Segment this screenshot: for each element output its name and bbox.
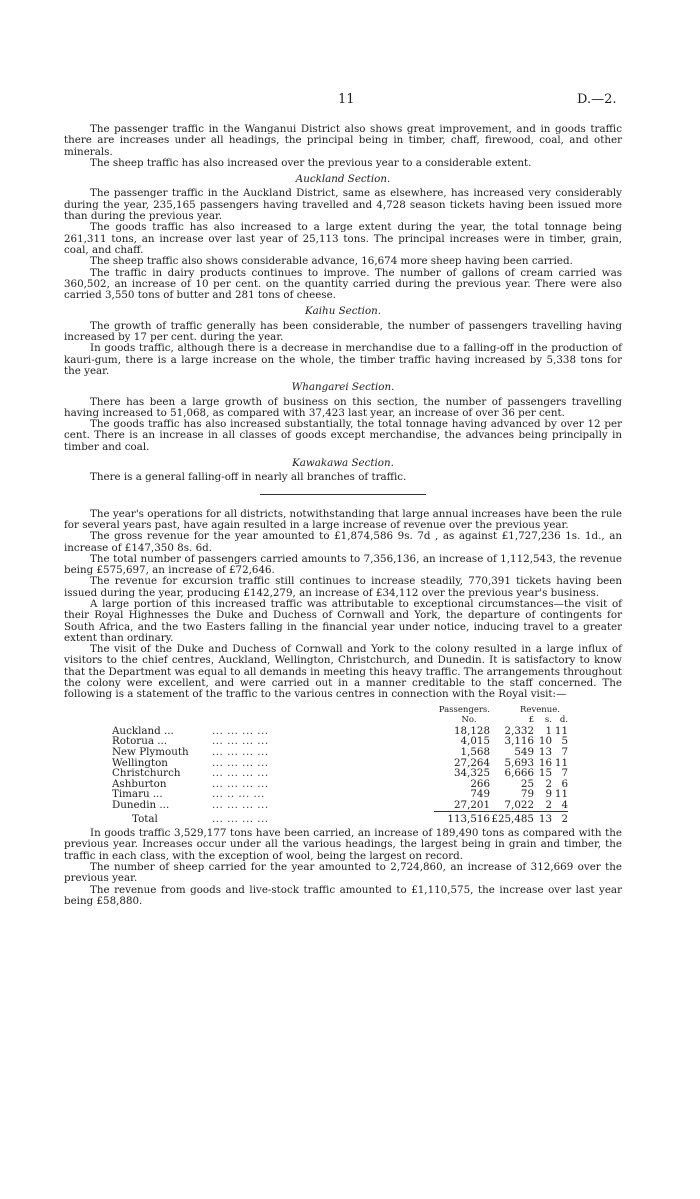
- table-row: [112, 726, 568, 737]
- leader-dots: ... ... ... ...: [212, 735, 269, 748]
- page-header: [0, 92, 700, 108]
- table-body: [112, 726, 568, 811]
- total-passengers: 113,516: [447, 812, 490, 825]
- column-unit-pence: d.: [559, 715, 568, 726]
- place-name: New Plymouth: [112, 746, 189, 759]
- revenue-pence: 6: [561, 777, 568, 790]
- passengers-count: 27,264: [453, 756, 490, 769]
- place-name: Wellington: [112, 756, 168, 769]
- leader-dots: ... ... ... ...: [212, 746, 269, 759]
- revenue-pence: 11: [554, 788, 568, 801]
- paragraph: The goods traffic has also increased substantially, the total tonnage having advanced by over 12 per cent. There is an increase in all classes of goods except merchandise, the advances being principally in timber and coal.: [64, 418, 622, 453]
- revenue-pence: 11: [554, 724, 568, 737]
- revenue-pounds: 3,116: [504, 735, 534, 748]
- leader-dots: ... ... ... ...: [212, 767, 269, 780]
- revenue-pence: 4: [561, 799, 568, 811]
- section-divider: [260, 494, 426, 495]
- revenue-shillings: 1: [545, 724, 552, 737]
- revenue-pounds: 5,693: [504, 756, 534, 769]
- paragraph: In goods traffic 3,529,177 tons have been carried, an increase of 189,490 tons as compared with the previous year. Increases occur under all the various headings, the largest being in grain and timber, the traffic in each class, with the exception of wool, being the largest on record.: [64, 827, 622, 862]
- column-header-revenue: Revenue.: [520, 704, 560, 715]
- paragraph: The traffic in dairy products continues to improve. The number of gallons of cream carried was 360,502, an increase of 10 per cent. on the quantity carried during the previous year. There were also carried 3,550 tons of butter and 281 tons of cheese.: [64, 266, 622, 302]
- column-unit-shillings: s.: [544, 715, 552, 726]
- revenue-pence: 11: [554, 756, 568, 769]
- leader-dots: ... ... ... ...: [212, 756, 269, 769]
- leader-dots: ... ... ... ...: [212, 812, 269, 825]
- total-pence: 2: [561, 812, 568, 825]
- table-row: [112, 789, 568, 800]
- passengers-count: 18,128: [453, 724, 490, 737]
- passengers-count: 27,201: [453, 799, 490, 811]
- revenue-pounds: 79: [520, 788, 534, 801]
- passengers-count: 34,325: [453, 767, 490, 780]
- section-heading-kaihu: Kaihu Section.: [304, 305, 382, 318]
- paragraph: In goods traffic, although there is a decrease in merchandise due to a falling-off in the production of kauri-gum, there is a large increase on the whole, the timber traffic having increased by 5,338 tons for the year.: [64, 342, 622, 377]
- page-body: [64, 124, 622, 907]
- revenue-pence: 5: [561, 735, 568, 748]
- total-shillings: 13: [538, 812, 552, 825]
- paragraph: The revenue from goods and live-stock traffic amounted to £1,110,575, the increase over last year being £58,880.: [64, 883, 622, 907]
- place-name: Rotorua ...: [112, 735, 168, 748]
- revenue-shillings: 15: [538, 767, 552, 780]
- revenue-pounds: 2,332: [504, 724, 534, 737]
- paragraph: The revenue for excursion traffic still continues to increase steadily, 770,391 tickets having been issued during the year, producing £142,279, an increase of £34,112 over the previous year's business.: [64, 575, 622, 599]
- leader-dots: ... ... ... ...: [212, 724, 269, 737]
- revenue-pounds: 7,022: [504, 799, 534, 811]
- revenue-shillings: 2: [545, 777, 552, 790]
- paragraph: The sheep traffic also shows considerable advance, 16,674 more sheep having been carried.: [90, 255, 573, 268]
- column-unit-passengers: No.: [461, 715, 477, 726]
- revenue-shillings: 2: [545, 799, 552, 811]
- column-header-passengers: Passengers.: [438, 704, 490, 715]
- paragraph: The growth of traffic generally has been considerable, the number of passengers travelling having increased by 17 per cent. during the year.: [64, 319, 622, 344]
- place-name: Ashburton: [112, 777, 167, 790]
- passengers-count: 266: [470, 777, 490, 790]
- page-number: 11: [338, 92, 355, 107]
- royal-visit-traffic-table: [112, 705, 568, 825]
- revenue-shillings: 13: [538, 746, 552, 759]
- paragraph: There is a general falling-off in nearly all branches of traffic.: [90, 471, 407, 484]
- paragraph: The goods traffic has also increased to a large extent during the year, the total tonnage being 261,311 tons, an increase over last year of 25,113 tons. The principal increases were in timber, grain, coal, and chaff.: [64, 221, 622, 256]
- section-heading-auckland: Auckland Section.: [295, 173, 391, 186]
- total-pounds: £25,485: [491, 812, 534, 825]
- revenue-pence: 7: [561, 767, 568, 780]
- leader-dots: ... ... ... ...: [212, 799, 269, 812]
- paragraph: The passenger traffic in the Wanganui District also shows great improvement, and in goods traffic there are increases under all headings, the principal being in timber, chaff, firewood, coal, and other minerals.: [64, 123, 622, 158]
- paragraph: A large portion of this increased traffic was attributable to exceptional circumstances—the visit of their Royal Highnesses the Duke and Duchess of Cornwall and York, the departure of contingents for South Africa, and the two Easters falling in the financial year under notice, inducing travel to a greater extent than ordinary.: [64, 597, 622, 644]
- revenue-pence: 7: [561, 746, 568, 759]
- passengers-count: 749: [470, 788, 490, 801]
- revenue-shillings: 16: [538, 756, 552, 769]
- table-units-row: [112, 715, 568, 726]
- paragraph: The sheep traffic has also increased over the previous year to a considerable extent.: [90, 156, 532, 169]
- table-row: [112, 747, 568, 758]
- paragraph: The gross revenue for the year amounted to £1,874,586 9s. 7d , as against £1,727,236 1s. 1d., an increase of £147,350 8s. 6d.: [64, 530, 622, 554]
- table-header-row: [112, 705, 568, 716]
- place-name: Christchurch: [112, 767, 181, 780]
- leader-dots: ... ... ... ...: [212, 777, 269, 790]
- table-row: [112, 768, 568, 779]
- revenue-shillings: 9: [545, 788, 552, 801]
- table-row: [112, 800, 568, 811]
- section-heading-whangarei: Whangarei Section.: [291, 381, 395, 394]
- column-unit-pounds: £: [528, 715, 534, 726]
- revenue-pounds: 25: [520, 777, 534, 790]
- revenue-pounds: 549: [514, 746, 534, 759]
- passengers-count: 4,015: [460, 735, 490, 748]
- paragraph: The number of sheep carried for the year amounted to 2,724,860, an increase of 312,669 over the previous year.: [64, 861, 622, 885]
- leader-dots: ... .. ... ...: [212, 788, 265, 801]
- passengers-count: 1,568: [460, 746, 490, 759]
- place-name: Auckland ...: [112, 724, 174, 737]
- section-heading-kawakawa: Kawakawa Section.: [292, 457, 394, 470]
- paragraph: The year's operations for all districts, notwithstanding that large annual increases have been the rule for several years past, have again resulted in a large increase of revenue over the previous year.: [64, 507, 622, 531]
- paragraph: The passenger traffic in the Auckland District, same as elsewhere, has increased very considerably during the year, 235,165 passengers having travelled and 4,728 season tickets having been issued more than during the previous year.: [64, 187, 622, 223]
- revenue-shillings: 10: [538, 735, 552, 748]
- revenue-pounds: 6,666: [504, 767, 534, 780]
- paragraph: The total number of passengers carried amounts to 7,356,136, an increase of 1,112,543, the revenue being £575,697, an increase of £72,646.: [64, 552, 622, 577]
- paragraph: There has been a large growth of business on this section, the number of passengers travelling having increased to 51,068, as compared with 37,423 last year, an increase of over 36 per cent.: [64, 395, 622, 419]
- table-row: [112, 779, 568, 790]
- place-name: Dunedin ...: [112, 799, 170, 812]
- document-reference: D.—2.: [577, 92, 617, 107]
- paragraph: The visit of the Duke and Duchess of Cornwall and York to the colony resulted in a large influx of visitors to the chief centres, Auckland, Wellington, Christchurch, and Dunedin. It is satisfactory to know that the Department was equal to all demands in meeting this heavy traffic. The arrangements throughout the colony were excellent, and were carried out in a manner creditable to the staff concerned. The following is a statement of the traffic to the various centres in connection with the Royal visit:—: [64, 643, 622, 701]
- table-total-row: [112, 814, 568, 825]
- total-label: Total: [132, 812, 158, 825]
- place-name: Timaru ...: [112, 788, 163, 801]
